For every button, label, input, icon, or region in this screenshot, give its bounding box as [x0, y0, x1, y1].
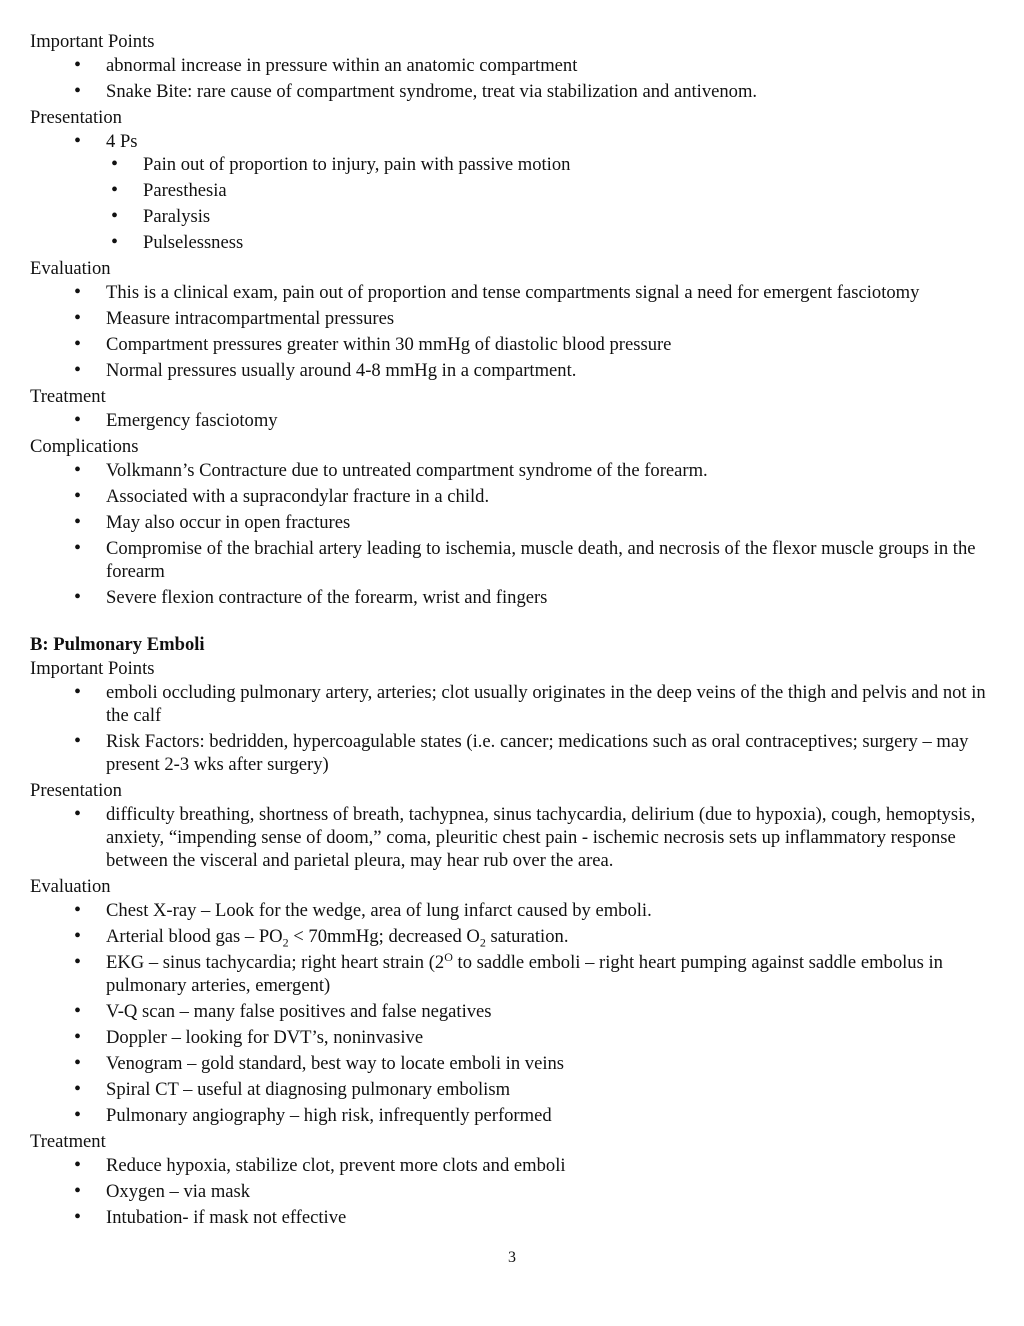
list-item: • Compromise of the brachial artery leading to ischemia, muscle death, and necrosis of the flexor muscle groups in the forearm — [106, 537, 996, 583]
subscript: 2 — [479, 935, 486, 950]
pe-presentation-list — [30, 803, 996, 872]
list-item: • difficulty breathing, shortness of breath, tachypnea, sinus tachycardia, delirium (due to hypoxia), cough, hemoptysis, anxiety, “impending sense of doom,” coma, pleuritic chest pain - ischemic necrosis sets up inflammatory response between the visceral and parietal pleura, may hear rub over the area. — [106, 803, 996, 872]
pe-important-points-list — [30, 681, 996, 776]
pe-evaluation-heading: Evaluation — [30, 876, 111, 897]
presentation-list — [30, 130, 996, 254]
list-item: • Snake Bite: rare cause of compartment syndrome, treat via stabilization and antivenom. — [106, 80, 996, 103]
complications-list — [30, 459, 996, 609]
important-points-heading: Important Points — [30, 31, 155, 52]
treatment-heading: Treatment — [30, 386, 106, 407]
presentation-heading: Presentation — [30, 107, 122, 128]
list-item: • Chest X-ray – Look for the wedge, area of lung infarct caused by emboli. — [106, 899, 996, 922]
section-title-pulmonary-emboli: B: Pulmonary Emboli — [30, 634, 205, 655]
list-item: • Pulmonary angiography – high risk, infrequently performed — [106, 1104, 996, 1127]
superscript: O — [444, 949, 453, 964]
list-item — [106, 925, 996, 948]
list-item: • Intubation- if mask not effective — [106, 1206, 996, 1229]
four-ps-list — [106, 153, 996, 254]
list-item: • Pain out of proportion to injury, pain with passive motion — [143, 153, 996, 176]
list-item: • Pulselessness — [143, 231, 996, 254]
list-item: • This is a clinical exam, pain out of proportion and tense compartments signal a need for emergent fasciotomy — [106, 281, 996, 304]
abg-text: Arterial blood gas – PO — [106, 926, 283, 947]
abg-text: saturation. — [485, 926, 569, 947]
list-item — [106, 130, 996, 254]
pe-evaluation-list — [30, 899, 996, 1127]
list-item: • Spiral CT – useful at diagnosing pulmonary embolism — [106, 1078, 996, 1101]
list-item: • Compartment pressures greater within 30 mmHg of diastolic blood pressure — [106, 333, 996, 356]
list-item — [106, 951, 996, 997]
list-item: • Risk Factors: bedridden, hypercoagulable states (i.e. cancer; medications such as oral contraceptives; surgery – may present 2-3 wks after surgery) — [106, 730, 996, 776]
list-item: • Venogram – gold standard, best way to locate emboli in veins — [106, 1052, 996, 1075]
list-item: • Volkmann’s Contracture due to untreated compartment syndrome of the forearm. — [106, 459, 996, 482]
list-item: • Reduce hypoxia, stabilize clot, prevent more clots and emboli — [106, 1154, 996, 1177]
four-ps-label: 4 Ps — [106, 131, 138, 152]
list-item: • Paresthesia — [143, 179, 996, 202]
list-item: • Measure intracompartmental pressures — [106, 307, 996, 330]
complications-heading: Complications — [30, 436, 139, 457]
document-page — [30, 30, 996, 1232]
list-item: • Associated with a supracondylar fracture in a child. — [106, 485, 996, 508]
list-item: • Severe flexion contracture of the forearm, wrist and fingers — [106, 586, 996, 609]
abg-text: < 70mmHg; decreased O — [288, 926, 480, 947]
ekg-text: EKG – sinus tachycardia; right heart strain (2 — [106, 952, 445, 973]
subscript: 2 — [282, 935, 289, 950]
pe-treatment-heading: Treatment — [30, 1131, 106, 1152]
evaluation-list — [30, 281, 996, 382]
treatment-list — [30, 409, 996, 432]
page-number: 3 — [508, 1249, 516, 1266]
ekg-text: to saddle emboli – right heart pumping against saddle embolus in pulmonary arteries, emergent) — [106, 952, 943, 996]
list-item: • abnormal increase in pressure within an anatomic compartment — [106, 54, 996, 77]
list-item: • V-Q scan – many false positives and false negatives — [106, 1000, 996, 1023]
pe-important-points-heading: Important Points — [30, 658, 155, 679]
list-item: • Normal pressures usually around 4-8 mmHg in a compartment. — [106, 359, 996, 382]
important-points-list — [30, 54, 996, 103]
list-item: • Oxygen – via mask — [106, 1180, 996, 1203]
evaluation-heading: Evaluation — [30, 258, 111, 279]
pe-presentation-heading: Presentation — [30, 780, 122, 801]
list-item: • May also occur in open fractures — [106, 511, 996, 534]
list-item: • emboli occluding pulmonary artery, arteries; clot usually originates in the deep veins of the thigh and pelvis and not in the calf — [106, 681, 996, 727]
list-item: • Doppler – looking for DVT’s, noninvasive — [106, 1026, 996, 1049]
list-item: • Paralysis — [143, 205, 996, 228]
list-item: • Emergency fasciotomy — [106, 409, 996, 432]
pe-treatment-list — [30, 1154, 996, 1229]
